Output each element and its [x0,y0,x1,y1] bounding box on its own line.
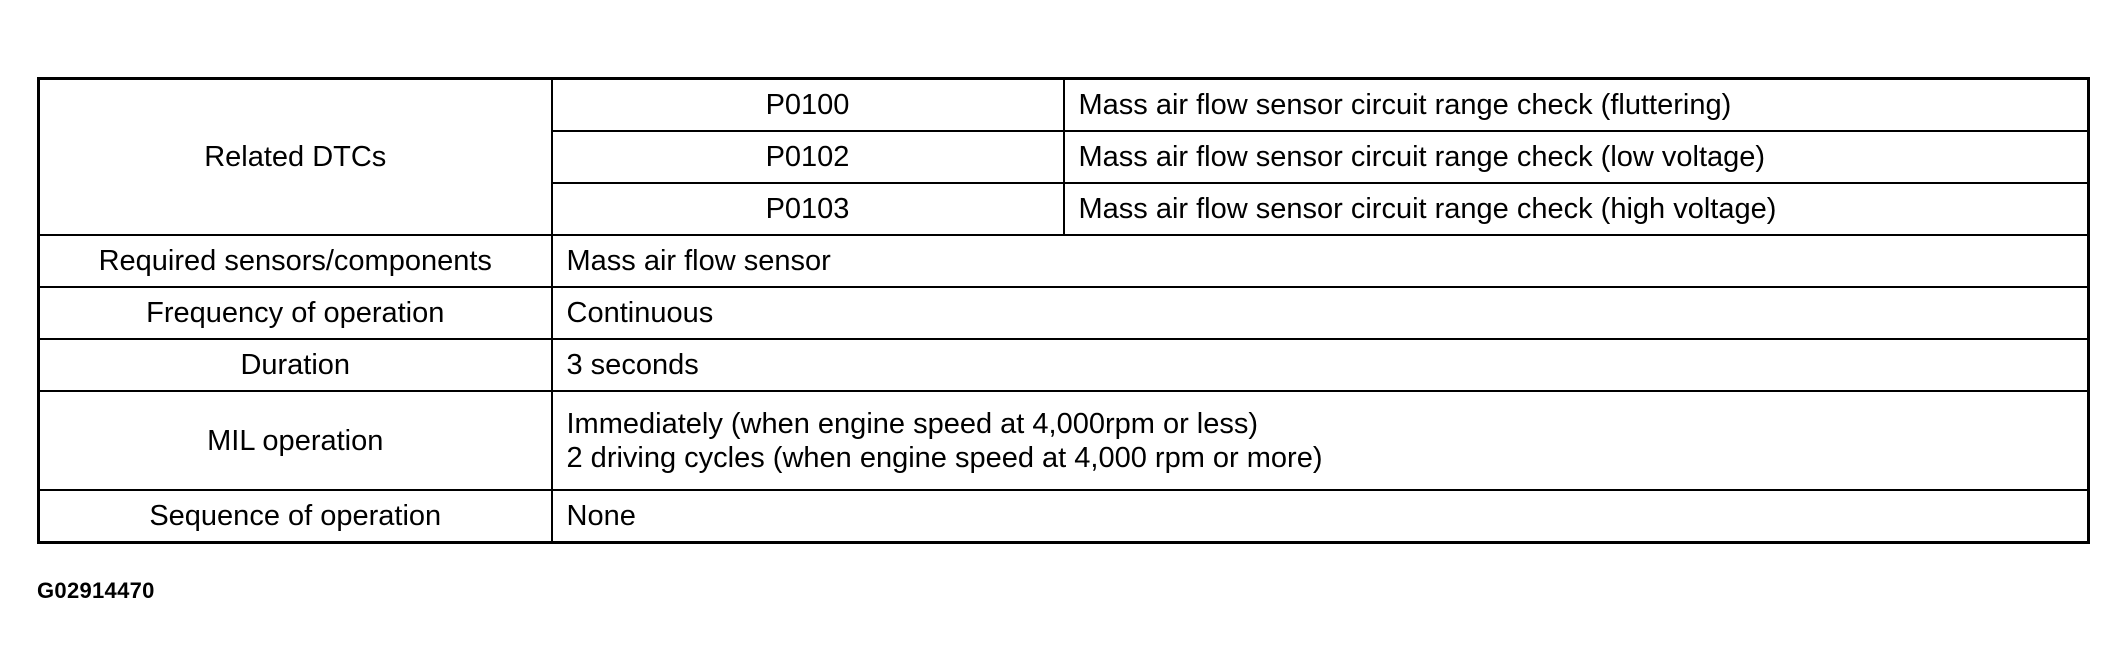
table-row [39,287,2089,339]
table-row [39,391,2089,490]
table-row [39,235,2089,287]
mil-operation-label: MIL operation [39,391,552,490]
dtc-code: P0103 [552,183,1064,235]
required-sensors-label: Required sensors/components [39,235,552,287]
table-row [39,339,2089,391]
dtc-code: P0100 [552,79,1064,132]
figure-id: G02914470 [37,578,155,603]
dtc-description: Mass air flow sensor circuit range check (high voltage) [1064,183,2089,235]
dtc-description: Mass air flow sensor circuit range check (low voltage) [1064,131,2089,183]
related-dtcs-label: Related DTCs [39,79,552,236]
sequence-value: None [552,490,2089,543]
required-sensors-value: Mass air flow sensor [552,235,2089,287]
dtc-description: Mass air flow sensor circuit range check (fluttering) [1064,79,2089,132]
duration-value: 3 seconds [552,339,2089,391]
frequency-value: Continuous [552,287,2089,339]
dtc-code: P0102 [552,131,1064,183]
frequency-label: Frequency of operation [39,287,552,339]
duration-label: Duration [39,339,552,391]
mil-operation-value [552,391,2089,490]
mil-operation-line: 2 driving cycles (when engine speed at 4,000 rpm or more) [566,441,1323,474]
table-row [39,79,2089,132]
table-row [39,490,2089,543]
sequence-label: Sequence of operation [39,490,552,543]
mil-operation-line: Immediately (when engine speed at 4,000rpm or less) [566,407,1259,440]
dtc-info-table [37,77,2090,544]
